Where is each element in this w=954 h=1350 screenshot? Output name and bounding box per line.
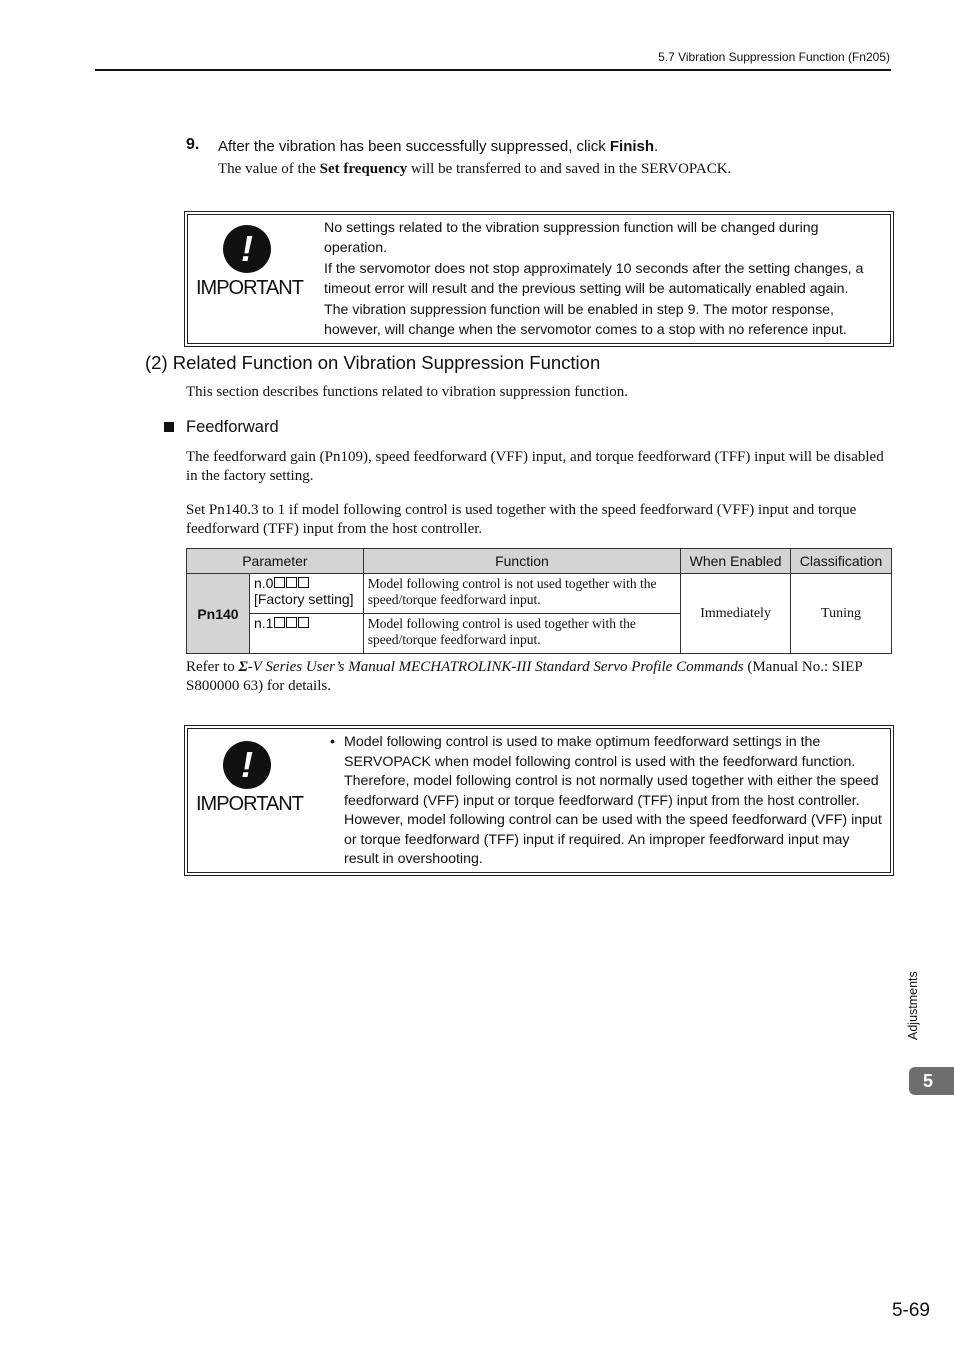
refer-text: Refer to <box>186 659 239 675</box>
important-label: IMPORTANT <box>196 277 303 299</box>
header-classification: Classification <box>791 549 892 574</box>
section-description: This section describes functions related to vibration suppression function. <box>186 384 628 400</box>
box-placeholder-icon <box>286 617 297 628</box>
bullet-text: Model following control is used to make optimum feedforward settings in the SERVOPACK when model following control is used with the feedforward function. Therefore, model following control is not normally used together with either the speed feedforward (VFF) input or torque feedforward (TFF) input from the host controller. However, model following control can be used with the speed feedforward (VFF) input or torque feedforward (TFF) input if required. An improper feedforward input may result in overshooting. <box>344 734 882 867</box>
important-paragraph: No settings related to the vibration suppression function will be changed during operation. <box>324 220 819 256</box>
feedforward-paragraph-2: Set Pn140.3 to 1 if model following control is used together with the speed feedforward (VFF) input and torque feedforward (TFF) input from the host controller. <box>186 502 857 537</box>
step-text: After the vibration has been successfully suppressed, click <box>218 138 610 155</box>
refer-text-end: (Manual No.: SIEP S800000 63) for details. <box>186 659 863 694</box>
detail-text-end: will be transferred to and saved in the SERVOPACK. <box>407 161 732 177</box>
feedforward-title: Feedforward <box>186 418 279 436</box>
important-box-1 <box>184 211 894 347</box>
header-function: Function <box>363 549 680 574</box>
factory-setting-note: [Factory setting] <box>253 591 354 607</box>
manual-sigma: Σ <box>238 659 248 675</box>
chapter-tab: 5 <box>909 1067 954 1095</box>
when-enabled-value: Immediately <box>681 574 791 654</box>
header-rule <box>95 69 891 71</box>
important-box-2 <box>184 725 894 876</box>
header-parameter: Parameter <box>187 549 364 574</box>
exclamation-icon: ! <box>223 225 271 273</box>
bullet-item <box>324 733 884 870</box>
page-number: 5-69 <box>891 1300 930 1321</box>
box-placeholder-icon <box>298 577 309 588</box>
step-number: 9. <box>186 136 200 153</box>
section-title: (2) Related Function on Vibration Suppression Function <box>145 352 601 373</box>
important-paragraph: If the servomotor does not stop approximately 10 seconds after the setting changes, a timeout error will result and the previous setting will be automatically enabled again. <box>324 261 864 297</box>
step-detail <box>218 161 731 178</box>
table-header-row <box>187 549 892 574</box>
square-bullet-icon <box>164 422 174 432</box>
param-name: Pn140 <box>187 574 250 654</box>
important-paragraph: The vibration suppression function will be enabled in step 9. The motor response, however, will change when the servomotor comes to a stop with no reference input. <box>324 302 847 338</box>
classification-value: Tuning <box>791 574 892 654</box>
table-row <box>187 574 892 614</box>
step-text-end: . <box>654 138 659 155</box>
exclamation-icon: ! <box>223 741 271 789</box>
important-label: IMPORTANT <box>196 793 303 815</box>
box-placeholder-icon <box>286 577 297 588</box>
side-tab-label <box>906 960 922 1040</box>
reference-note <box>186 658 886 696</box>
param-value <box>249 574 363 614</box>
param-value <box>249 614 363 654</box>
box-placeholder-icon <box>298 617 309 628</box>
important-icon <box>196 741 303 816</box>
manual-title: -V Series User’s Manual MECHATROLINK-III Standard Servo Profile Commands <box>247 659 744 675</box>
important-text <box>324 219 884 342</box>
param-function: Model following control is not used together with the speed/torque feedforward input. <box>363 574 680 614</box>
bullet-dot: • <box>330 734 335 750</box>
param-value-prefix: n.0 <box>253 575 274 591</box>
box-placeholder-icon <box>274 617 285 628</box>
feedforward-paragraph-1: The feedforward gain (Pn109), speed feedforward (VFF) input, and torque feedforward (TFF) input will be disabled in the factory setting. <box>186 449 884 484</box>
param-function: Model following control is used together with the speed/torque feedforward input. <box>363 614 680 654</box>
param-value-prefix: n.1 <box>253 615 274 631</box>
box-placeholder-icon <box>274 577 285 588</box>
important-text <box>324 733 884 870</box>
finish-keyword: Finish <box>609 138 655 155</box>
important-icon <box>196 225 303 300</box>
header-when-enabled: When Enabled <box>681 549 791 574</box>
side-tab-text: Adjustments <box>906 971 920 1040</box>
running-header: 5.7 Vibration Suppression Function (Fn205) <box>658 50 890 64</box>
step-instruction <box>218 138 658 155</box>
detail-text: The value of the <box>218 161 320 177</box>
parameter-table <box>186 548 892 654</box>
set-frequency-keyword: Set frequency <box>319 161 408 177</box>
